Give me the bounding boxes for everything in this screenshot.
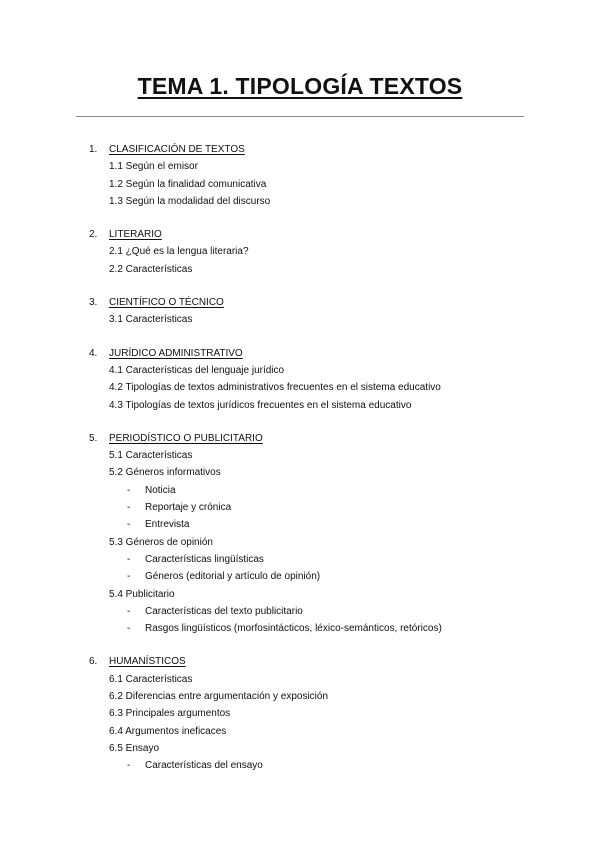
section-heading bbox=[0, 141, 600, 158]
section-heading bbox=[0, 653, 600, 670]
subsection-item: 5.2 Géneros informativos bbox=[109, 467, 221, 479]
subsection-item: 4.2 Tipologías de textos administrativos frecuentes en el sistema educativo bbox=[109, 382, 441, 394]
subsection-item: 5.1 Características bbox=[109, 450, 193, 462]
subsection-item: 2.2 Características bbox=[109, 263, 193, 275]
subsection-item: 6.3 Principales argumentos bbox=[109, 708, 231, 720]
section-title: PERIODÍSTICO O PUBLICITARIO bbox=[109, 432, 263, 444]
subsection-item: 1.2 Según la finalidad comunicativa bbox=[109, 178, 267, 190]
subsection-item: 1.3 Según la modalidad del discurso bbox=[109, 195, 271, 207]
section-heading bbox=[0, 294, 600, 311]
section-number: 3. bbox=[89, 297, 98, 309]
table-of-contents bbox=[0, 141, 600, 791]
section-number: 4. bbox=[89, 347, 98, 359]
bullet-item bbox=[0, 620, 600, 637]
section-heading bbox=[0, 345, 600, 362]
bullet-text: Rasgos lingüísticos (morfosintácticos, léxico-semánticos, retóricos) bbox=[145, 623, 442, 635]
toc-section bbox=[0, 653, 600, 774]
toc-section bbox=[0, 294, 600, 329]
subsection-item: 5.4 Publicitario bbox=[109, 588, 175, 600]
bullet-item bbox=[0, 516, 600, 533]
bullet-text: Características lingüísticas bbox=[145, 553, 264, 565]
bullet-marker: - bbox=[127, 502, 131, 514]
bullet-marker: - bbox=[127, 553, 131, 565]
page-title: TEMA 1. TIPOLOGÍA TEXTOS bbox=[137, 73, 463, 99]
toc-section bbox=[0, 430, 600, 638]
bullet-marker: - bbox=[127, 760, 131, 772]
bullet-item bbox=[0, 568, 600, 585]
section-title: HUMANÍSTICOS bbox=[109, 656, 186, 668]
bullet-text: Características del ensayo bbox=[145, 760, 263, 772]
subsection-item: 1.1 Según el emisor bbox=[109, 161, 198, 173]
subsection-item: 3.1 Características bbox=[109, 314, 193, 326]
section-number: 2. bbox=[89, 229, 98, 241]
section-number: 5. bbox=[89, 432, 98, 444]
bullet-item bbox=[0, 757, 600, 774]
toc-section bbox=[0, 226, 600, 278]
bullet-marker: - bbox=[127, 605, 131, 617]
subsection-item: 6.2 Diferencias entre argumentación y exposición bbox=[109, 691, 329, 703]
bullet-text: Entrevista bbox=[145, 519, 190, 531]
subsection-item: 6.1 Características bbox=[109, 673, 193, 685]
bullet-text: Géneros (editorial y artículo de opinión) bbox=[145, 571, 321, 583]
section-heading bbox=[0, 430, 600, 447]
bullet-text: Características del texto publicitario bbox=[145, 605, 303, 617]
bullet-item bbox=[0, 603, 600, 620]
section-title: LITERARIO bbox=[109, 229, 162, 241]
title-divider bbox=[76, 116, 524, 117]
subsection-item: 6.4 Argumentos ineficaces bbox=[109, 725, 227, 737]
section-title: CLASIFICACIÓN DE TEXTOS bbox=[109, 144, 245, 155]
section-number: 1. bbox=[89, 144, 98, 155]
bullet-marker: - bbox=[127, 623, 131, 635]
bullet-marker: - bbox=[127, 484, 131, 496]
subsection-item: 2.1 ¿Qué es la lengua literaria? bbox=[109, 246, 249, 258]
section-title: JURÍDICO ADMINISTRATIVO bbox=[109, 347, 243, 359]
bullet-item bbox=[0, 499, 600, 516]
bullet-item bbox=[0, 482, 600, 499]
bullet-marker: - bbox=[127, 519, 131, 531]
bullet-text: Reportaje y crónica bbox=[145, 502, 232, 514]
subsection-item: 6.5 Ensayo bbox=[109, 742, 160, 754]
subsection-item: 4.3 Tipologías de textos jurídicos frecuentes en el sistema educativo bbox=[109, 399, 412, 411]
bullet-marker: - bbox=[127, 571, 131, 583]
subsection-item: 4.1 Características del lenguaje jurídico bbox=[109, 364, 285, 376]
toc-section bbox=[0, 141, 600, 210]
subsection-item: 5.3 Géneros de opinión bbox=[109, 536, 213, 548]
section-title: CIENTÍFICO O TÉCNICO bbox=[109, 297, 224, 309]
bullet-item bbox=[0, 551, 600, 568]
toc-section bbox=[0, 345, 600, 414]
section-number: 6. bbox=[89, 656, 98, 668]
bullet-text: Noticia bbox=[145, 484, 176, 496]
section-heading bbox=[0, 226, 600, 243]
